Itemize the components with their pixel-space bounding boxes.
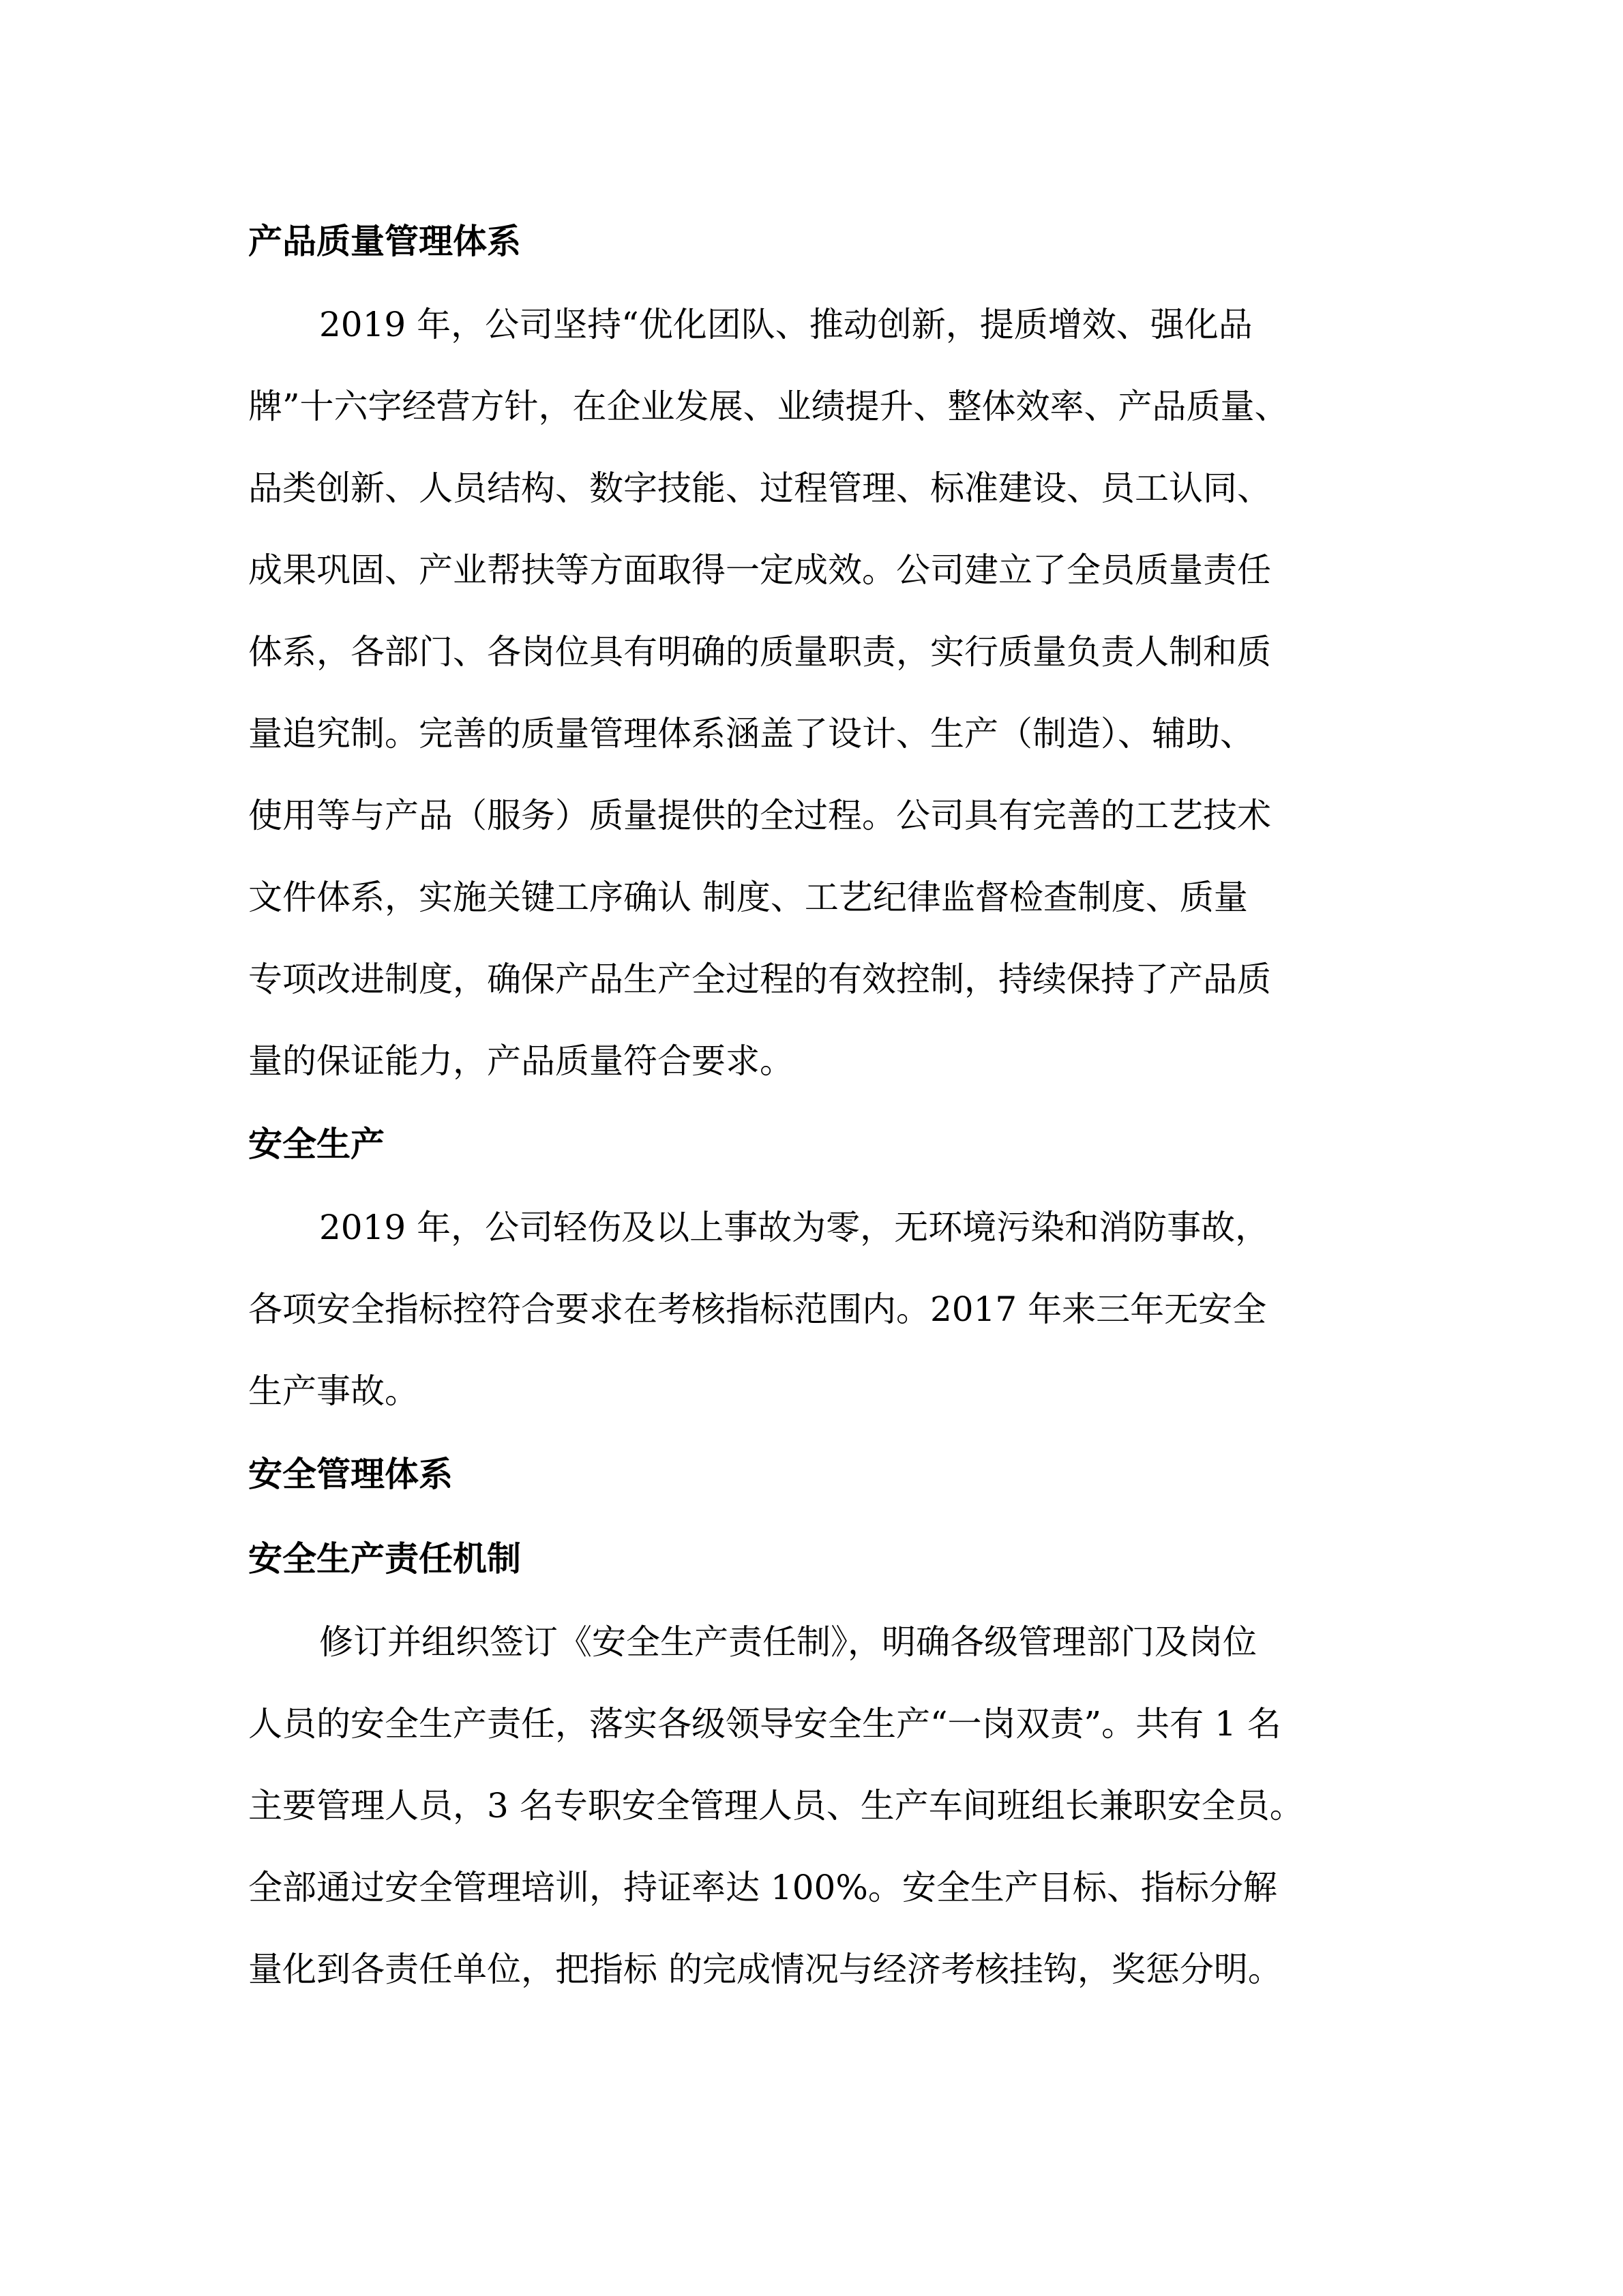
paragraph-line: 牌”十六字经营方针，在企业发展、业绩提升、整体效率、产品质量、 bbox=[248, 387, 1289, 426]
paragraph-line: 体系，各部门、各岗位具有明确的质量职责，实行质量负责人制和质 bbox=[248, 632, 1271, 672]
paragraph-line: 品类创新、人员结构、数字技能、过程管理、标准建设、员工认同、 bbox=[248, 468, 1271, 508]
paragraph-line: 人员的安全生产责任，落实各级领导安全生产“一岗双责”。共有 1 名 bbox=[248, 1704, 1281, 1744]
paragraph-line: 全部通过安全管理培训，持证率达 100%。安全生产目标、指标分解 bbox=[248, 1868, 1277, 1907]
paragraph-line: 专项改进制度，确保产品生产全过程的有效控制，持续保持了产品质 bbox=[248, 959, 1271, 999]
paragraph-line: 2019 年，公司轻伤及以上事故为零，无环境污染和消防事故， bbox=[319, 1208, 1270, 1247]
section-heading-quality: 产品质量管理体系 bbox=[248, 222, 521, 261]
document-page bbox=[248, 199, 1388, 2010]
paragraph-line: 各项安全指标控符合要求在考核指标范围内。2017 年来三年无安全 bbox=[248, 1289, 1267, 1329]
paragraph-line: 成果巩固、产业帮扶等方面取得一定成效。公司建立了全员质量责任 bbox=[248, 550, 1271, 590]
section-heading-safety-management: 安全管理体系 bbox=[248, 1455, 453, 1494]
paragraph-line: 量的保证能力，产品质量符合要求。 bbox=[248, 1041, 794, 1081]
paragraph-line: 修订并组织签订《安全生产责任制》，明确各级管理部门及岗位 bbox=[319, 1622, 1257, 1662]
paragraph-responsibility bbox=[248, 1601, 1388, 2010]
paragraph-line: 主要管理人员，3 名专职安全管理人员、生产车间班组长兼职安全员。 bbox=[248, 1786, 1304, 1825]
paragraph-line: 使用等与产品（服务）质量提供的全过程。公司具有完善的工艺技术 bbox=[248, 796, 1271, 835]
paragraph-line: 量追究制。完善的质量管理体系涵盖了设计、生产（制造）、辅助、 bbox=[248, 714, 1254, 754]
section-heading-responsibility: 安全生产责任机制 bbox=[248, 1539, 521, 1579]
paragraph-quality bbox=[248, 284, 1388, 1102]
section-heading-safety-production: 安全生产 bbox=[248, 1124, 385, 1164]
paragraph-line: 量化到各责任单位，把指标 的完成情况与经济考核挂钩，奖惩分明。 bbox=[248, 1950, 1282, 1989]
paragraph-safety-production bbox=[248, 1187, 1388, 1432]
paragraph-line: 文件体系，实施关键工序确认 制度、工艺纪律监督检查制度、质量 bbox=[248, 878, 1248, 917]
paragraph-line: 生产事故。 bbox=[248, 1371, 419, 1411]
paragraph-line: 2019 年，公司坚持“优化团队、推动创新，提质增效、强化品 bbox=[319, 305, 1253, 344]
